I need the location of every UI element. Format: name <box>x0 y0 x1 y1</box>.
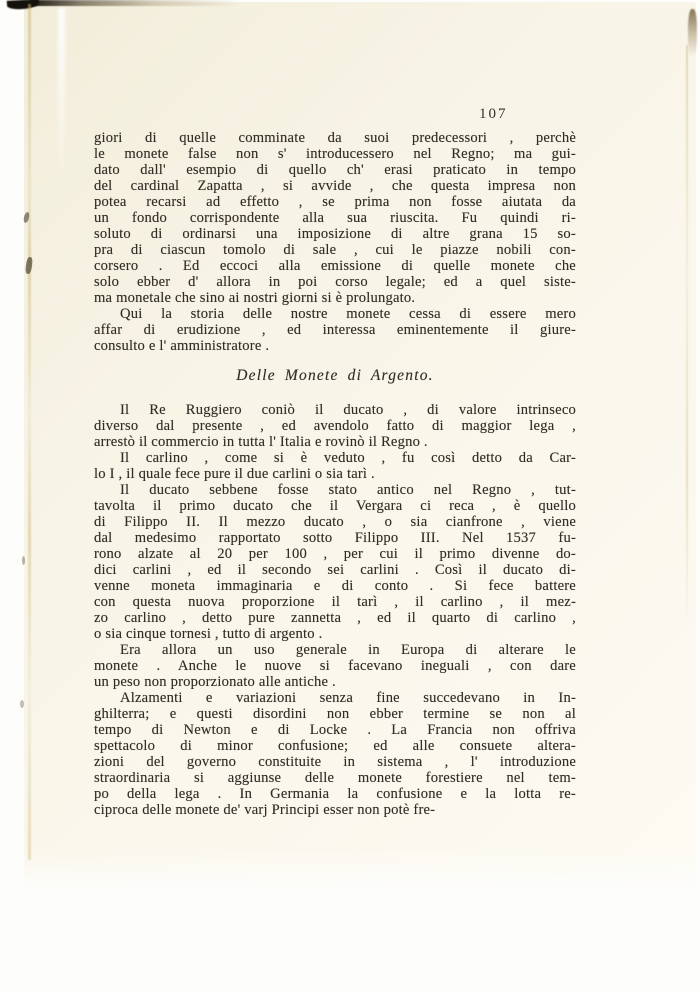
text-column <box>94 130 576 818</box>
text-line: Alzamenti e variazioni senza fine succedevano in In- <box>120 690 576 706</box>
top-edge-shadow <box>30 0 240 6</box>
text-line: solo ebber d' allora in poi corso legale; ed a quel siste- <box>94 274 576 290</box>
text-line: dal medesimo rapportato sotto Filippo III. Nel 1537 fu- <box>94 530 576 546</box>
text-line: diverso dal presente , ed avendolo fatto di maggior lega , <box>94 418 576 434</box>
text-line: dici carlini , ed il secondo sei carlini . Così il ducato di- <box>94 562 576 578</box>
right-page-edge <box>686 45 688 615</box>
text-line: tavolta il primo ducato che il Vergara ci reca , è quello <box>94 498 576 514</box>
page-curl-shadow <box>688 9 697 57</box>
text-line: monete . Anche le nuove si facevano ineguali , con dare <box>94 658 576 674</box>
text-line: di Filippo II. Il mezzo ducato , o sia cianfrone , viene <box>94 514 576 530</box>
text-line: spettacolo di minor confusione; ed alle consuete altera- <box>94 738 576 754</box>
text-line: giori di quelle comminate da suoi predecessori , perchè <box>94 130 576 146</box>
text-line: corsero . Ed eccoci alla emissione di quelle monete che <box>94 258 576 274</box>
text-line: soluto di ordinarsi una imposizione di altre grana 15 so- <box>94 226 576 242</box>
text-line: Qui la storia delle nostre monete cessa di essere mero <box>120 306 576 322</box>
text-line: Era allora un uso generale in Europa di alterare le <box>120 642 576 658</box>
text-line: pra di ciascun tomolo di sale , cui le piazze nobili con- <box>94 242 576 258</box>
left-crease-highlight <box>58 8 65 198</box>
text-line: zioni del governo constituite in sistema , l' introduzione <box>94 754 576 770</box>
text-line: Il ducato sebbene fosse stato antico nel Regno , tut- <box>120 482 576 498</box>
page-number: 107 <box>479 106 508 122</box>
text-line: ma monetale che sino ai nostri giorni si è prolungato. <box>94 290 416 306</box>
text-line: po della lega . In Germania la confusione e la lotta re- <box>94 786 576 802</box>
text-line: le monete false non s' introducessero nel Regno; ma gui- <box>94 146 576 162</box>
text-line: tempo di Newton e di Locke . La Francia non offriva <box>94 722 576 738</box>
text-line: Il carlino , come si è veduto , fu così detto da Car- <box>120 450 576 466</box>
left-fold-line <box>28 4 31 860</box>
text-line: dato dall' esempio di quello ch' erasi praticato in tempo <box>94 162 576 178</box>
text-line: potea recarsi ad effetto , se prima non fosse aiutata da <box>94 194 576 210</box>
text-line: consulto e l' amministratore . <box>94 338 270 354</box>
text-line: arrestò il commercio in tutta l' Italia e rovinò il Regno . <box>94 434 428 450</box>
text-line: affar di erudizione , ed interessa eminentemente il giure- <box>94 322 576 338</box>
text-line: straordinaria si aggiunse delle monete forestiere nel tem- <box>94 770 576 786</box>
text-line: o sia cinque tornesi , tutto di argento . <box>94 626 323 642</box>
text-line: un fondo corrispondente alla sua riuscita. Fu quindi ri- <box>94 210 576 226</box>
section-heading: Delle Monete di Argento. <box>236 367 434 384</box>
text-line: Il Re Ruggiero coniò il ducato , di valore intrinseco <box>120 402 576 418</box>
text-line: rono alzate al 20 per 100 , per cui il primo divenne do- <box>94 546 576 562</box>
ink-speck <box>20 700 24 708</box>
text-line: venne moneta immaginaria e di conto . Si fece battere <box>94 578 576 594</box>
ink-speck <box>22 556 25 565</box>
book-page <box>24 2 696 898</box>
text-line: un peso non proporzionato alle antiche . <box>94 674 336 690</box>
text-line: ghilterra; e questi disordini non ebber termine se non al <box>94 706 576 722</box>
text-line: ciproca delle monete de' varj Principi esser non potè fre- <box>94 802 436 818</box>
text-line: zo carlino , detto pure zannetta , ed il quarto di carlino , <box>94 610 576 626</box>
text-line: lo I , il quale fece pure il due carlini o sia tarì . <box>94 466 375 482</box>
text-line: del cardinal Zapatta , si avvide , che questa impresa non <box>94 178 576 194</box>
text-line: con questa nuova proporzione il tarì , il carlino , il mez- <box>94 594 576 610</box>
page-bottom-fade <box>24 848 696 900</box>
